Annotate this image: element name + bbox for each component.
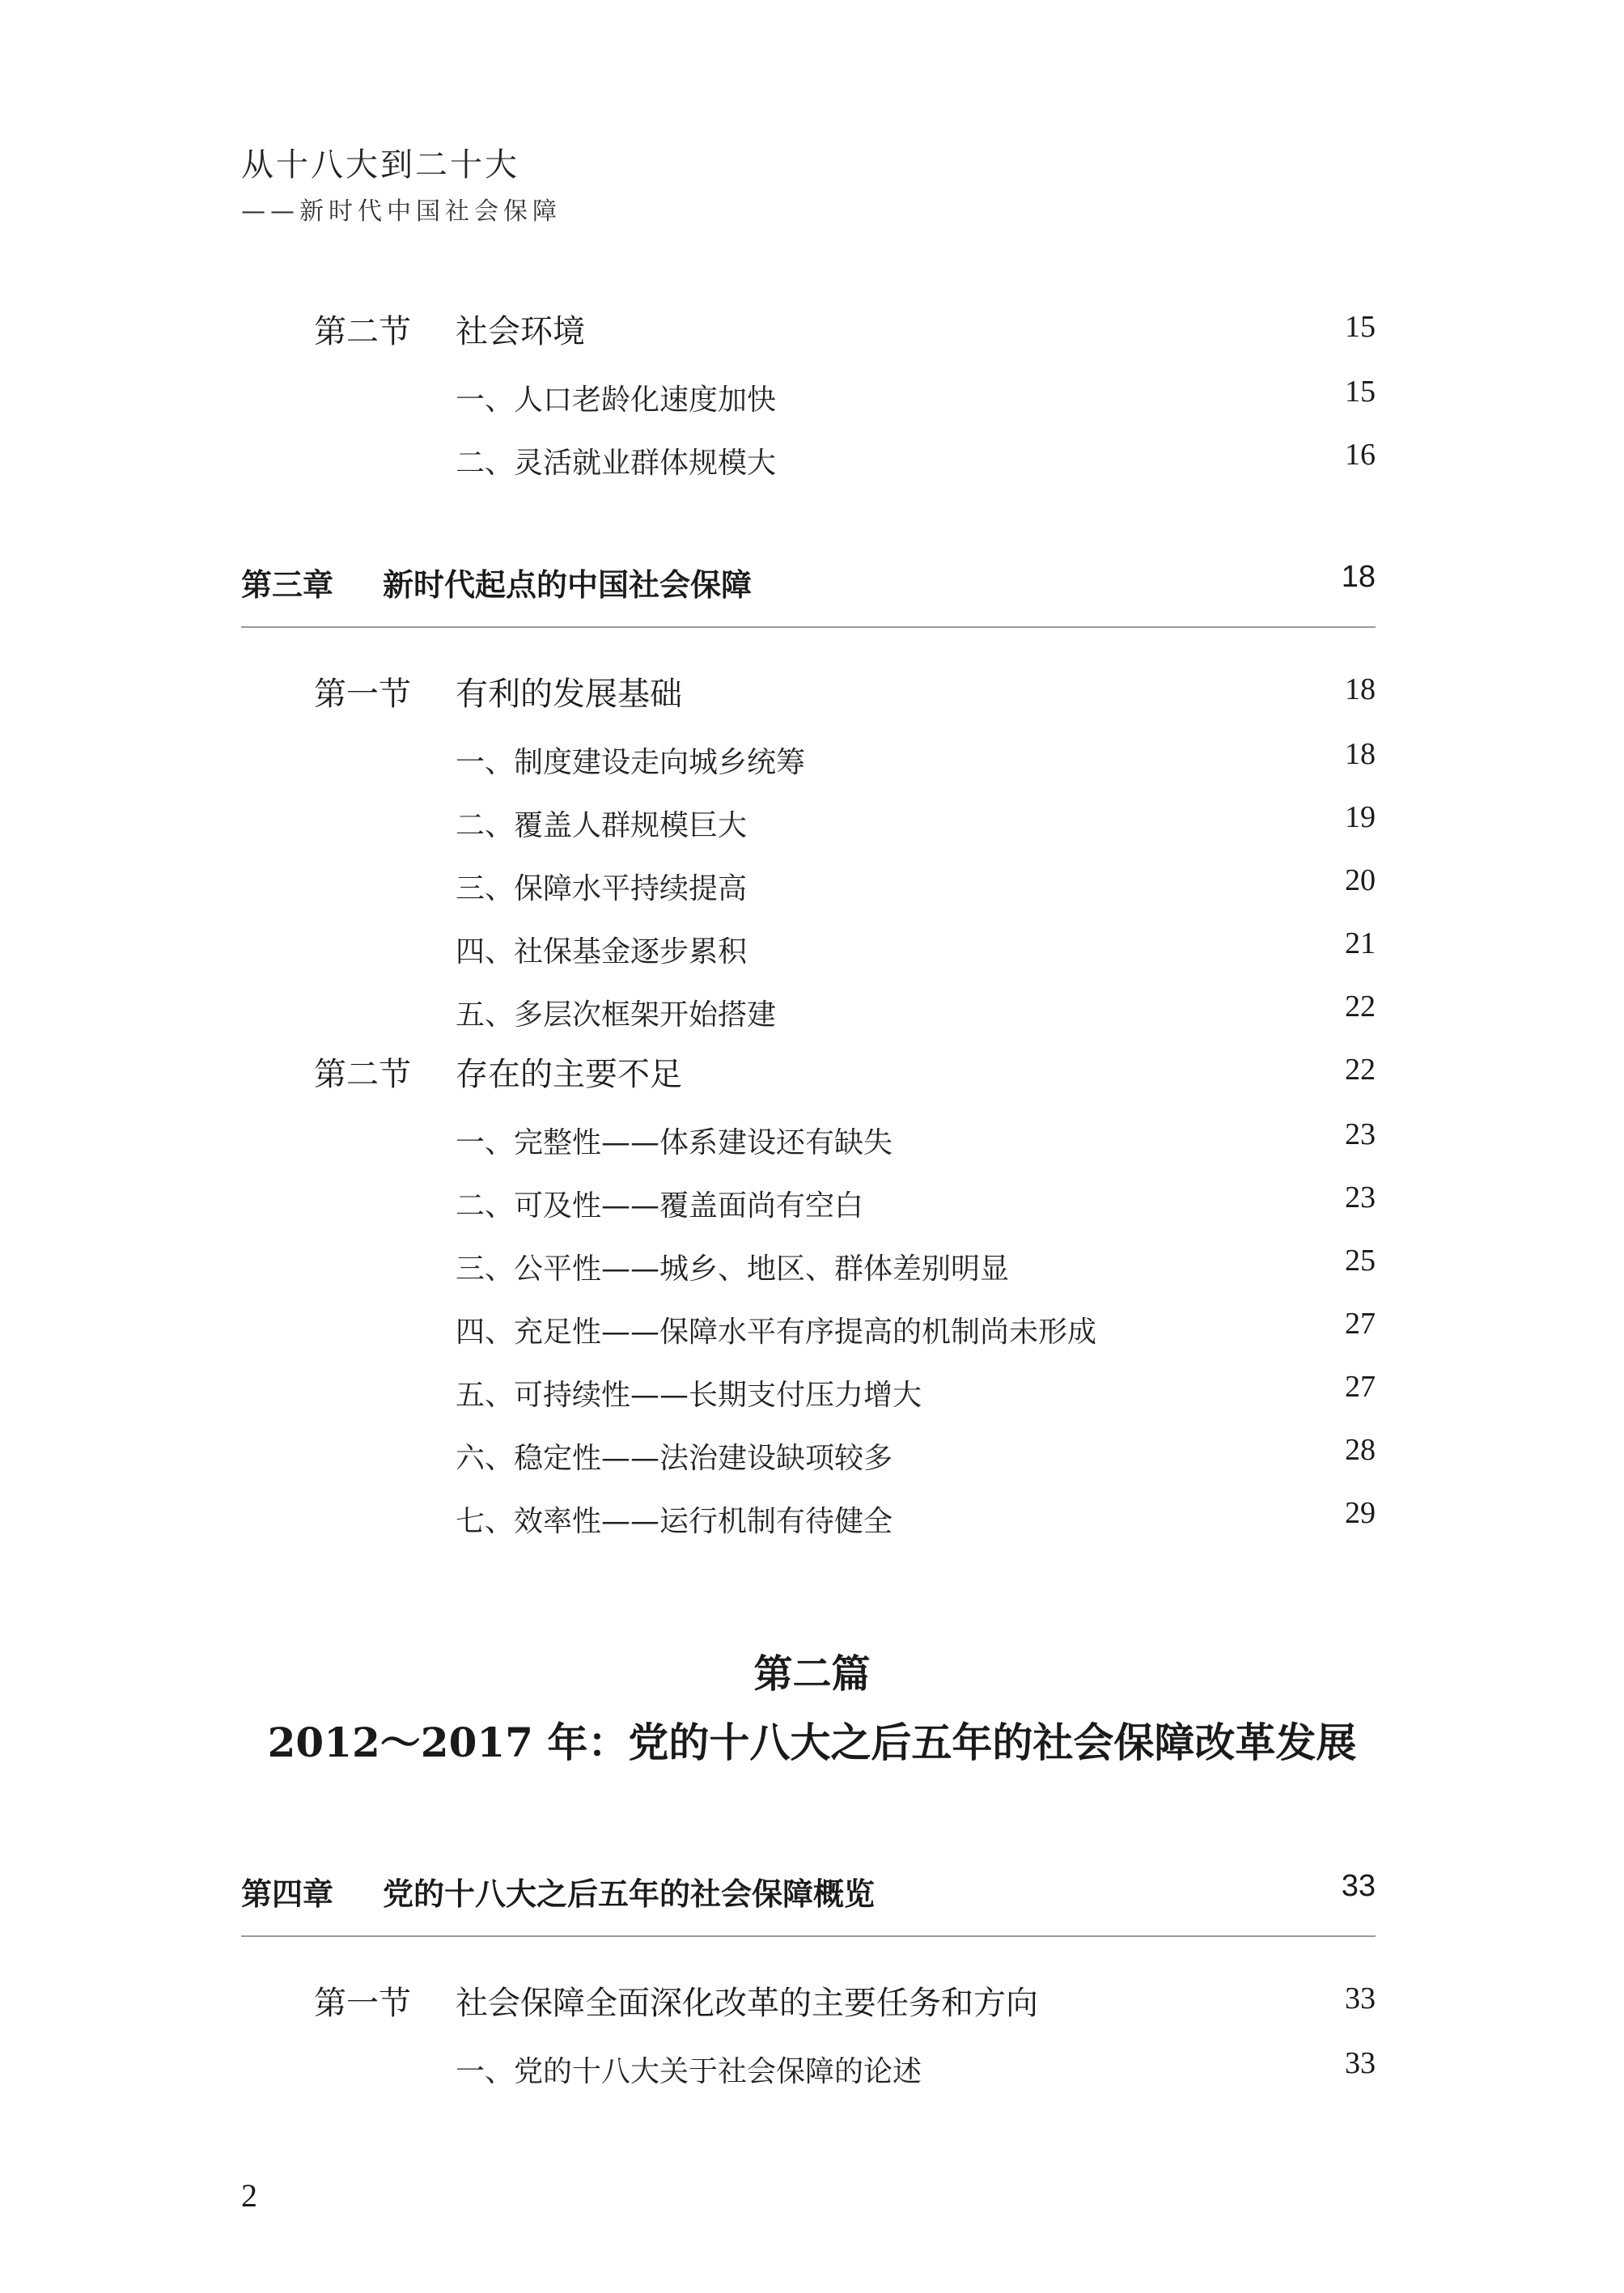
toc-page-number: 29 [1345, 1496, 1376, 1530]
toc-chapter-title: 新时代起点的中国社会保障 [383, 567, 753, 603]
page-number: 2 [241, 2177, 257, 2214]
toc-item-title: 四、充足性——保障水平有序提高的机制尚未形成 [456, 1316, 1097, 1349]
running-header-subtitle: ——新时代中国社会保障 [241, 197, 562, 226]
toc-page-number: 33 [1341, 1869, 1376, 1903]
toc-section-title: 社会环境 [456, 313, 585, 350]
toc-item-title: 二、灵活就业群体规模大 [456, 447, 777, 480]
toc-item-title: 二、覆盖人群规模巨大 [456, 809, 748, 842]
toc-page-number: 18 [1345, 672, 1376, 706]
toc-item-title: 五、可持续性——长期支付压力增大 [456, 1379, 922, 1412]
toc-page-number: 18 [1341, 560, 1376, 594]
toc-item-title: 五、多层次框架开始搭建 [456, 998, 777, 1032]
toc-page-number: 15 [1345, 375, 1376, 409]
toc-page-number: 20 [1345, 863, 1376, 897]
toc-page-number: 28 [1345, 1433, 1376, 1467]
toc-page-number: 25 [1345, 1244, 1376, 1278]
toc-section-title: 存在的主要不足 [456, 1056, 682, 1093]
toc-item-title: 四、社保基金逐步累积 [456, 935, 748, 968]
toc-page-number: 22 [1345, 990, 1376, 1024]
toc-section-label: 第一节 [314, 676, 411, 713]
toc-section-label: 第一节 [314, 1985, 411, 2022]
toc-chapter-label: 第三章 [241, 567, 334, 603]
toc-item-title: 三、保障水平持续提高 [456, 872, 748, 905]
toc-item-title: 六、稳定性——法治建设缺项较多 [456, 1442, 893, 1475]
toc-page-number: 27 [1345, 1370, 1376, 1404]
toc-chapter-title: 党的十八大之后五年的社会保障概览 [383, 1876, 876, 1912]
toc-page-number: 15 [1345, 310, 1376, 344]
toc-page-number: 23 [1345, 1117, 1376, 1151]
toc-item-title: 七、效率性——运行机制有待健全 [456, 1505, 893, 1538]
toc-item-title: 一、党的十八大关于社会保障的论述 [456, 2055, 922, 2088]
toc-page-number: 33 [1345, 2046, 1376, 2080]
part-title: 2012～2017 年：党的十八大之后五年的社会保障改革发展 [267, 1719, 1357, 1766]
toc-page-number: 19 [1345, 800, 1376, 834]
part-label: 第二篇 [753, 1651, 871, 1697]
toc-item-title: 一、完整性——体系建设还有缺失 [456, 1126, 893, 1159]
toc-item-title: 三、公平性——城乡、地区、群体差别明显 [456, 1252, 1010, 1286]
chapter-divider [241, 1935, 1376, 1937]
toc-section-title: 社会保障全面深化改革的主要任务和方向 [456, 1985, 1038, 2022]
toc-section-label: 第二节 [314, 1056, 411, 1093]
toc-page-number: 16 [1345, 438, 1376, 472]
toc-page-number: 27 [1345, 1307, 1376, 1341]
toc-page-number: 18 [1345, 737, 1376, 771]
toc-page-number: 33 [1345, 1981, 1376, 2015]
running-header-title: 从十八大到二十大 [241, 146, 519, 184]
toc-section-title: 有利的发展基础 [456, 676, 682, 713]
toc-chapter-label: 第四章 [241, 1876, 334, 1912]
toc-page-number: 23 [1345, 1180, 1376, 1214]
toc-page-number: 21 [1345, 926, 1376, 960]
toc-page-number: 22 [1345, 1053, 1376, 1087]
toc-item-title: 一、人口老龄化速度加快 [456, 384, 777, 417]
chapter-divider [241, 626, 1376, 628]
toc-section-label: 第二节 [314, 313, 411, 350]
toc-item-title: 一、制度建设走向城乡统筹 [456, 746, 806, 779]
toc-item-title: 二、可及性——覆盖面尚有空白 [456, 1189, 864, 1223]
